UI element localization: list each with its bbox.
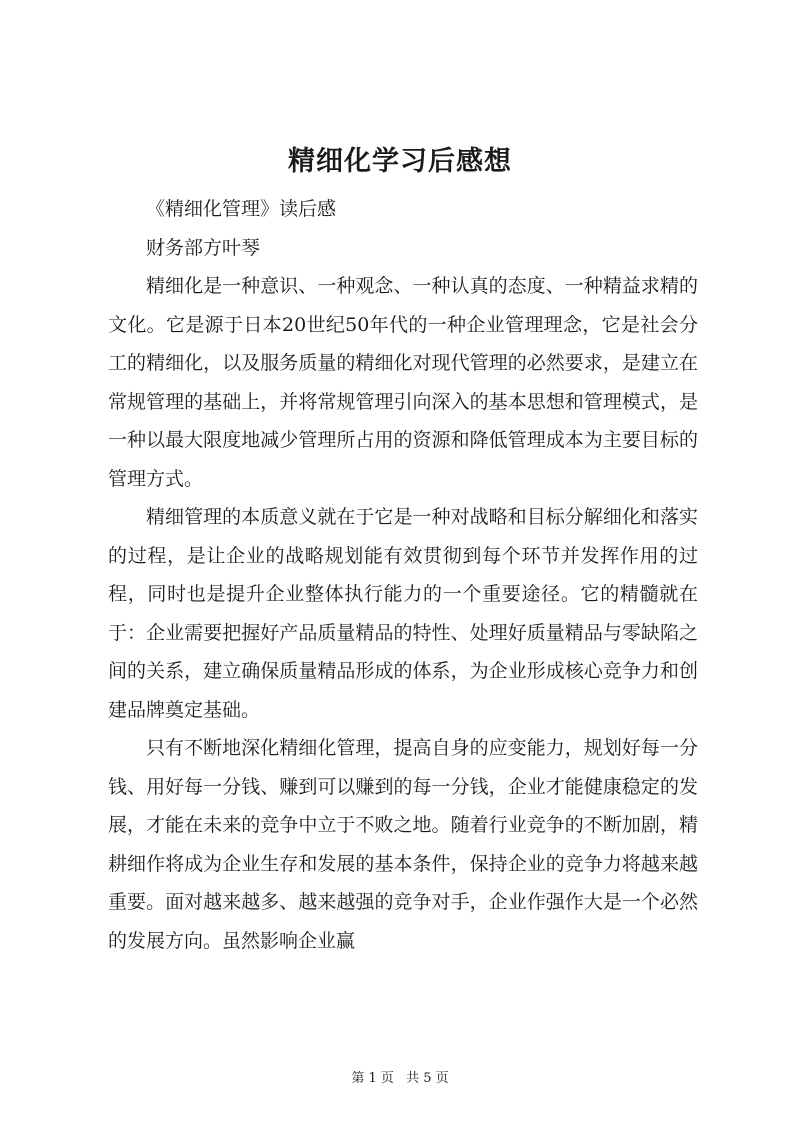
page-number: 第 1 页 — [351, 1071, 394, 1086]
body-paragraph: 只有不断地深化精细化管理，提高自身的应变能力，规划好每一分钱、用好每一分钱、赚到可以赚到的每一分钱，企业才能健康稳定的发展，才能在未来的竞争中立于不败之地。随着行业竞争的不断加剧，精耕细作将成为企业生存和发展的基本条件，保持企业的竞争力将越来越重要。面对越来越多、越来越强的竞争对手，企业作强作大是一个必然的发展方向。虽然影响企业赢 — [108, 737, 698, 952]
author-paragraph: 财务部方叶琴 — [146, 236, 261, 259]
body-paragraph: 精细管理的本质意义就在于它是一种对战略和目标分解细化和落实的过程，是让企业的战略规划能有效贯彻到每个环节并发挥作用的过程，同时也是提升企业整体执行能力的一个重要途径。它的精髓就在于：企业需要把握好产品质量精品的特性、处理好质量精品与零缺陷之间的关系，建立确保质量精品形成的体系，为企业形成核心竞争力和创建品牌奠定基础。 — [108, 506, 698, 721]
body-paragraph: 精细化是一种意识、一种观念、一种认真的态度、一种精益求精的文化。它是源于日本20世纪50年代的一种企业管理理念，它是社会分工的精细化，以及服务质量的精细化对现代管理的必然要求，是建立在常规管理的基础上，并将常规管理引向深入的基本思想和管理模式，是一种以最大限度地减少管理所占用的资源和降低管理成本为主要目标的管理方式。 — [108, 275, 698, 490]
page-footer — [0, 1070, 800, 1088]
page-total: 共 5 页 — [406, 1071, 449, 1086]
subtitle-paragraph: 《精细化管理》读后感 — [146, 198, 337, 220]
page-title: 精细化学习后感想 — [288, 146, 512, 177]
document-body — [108, 190, 698, 960]
